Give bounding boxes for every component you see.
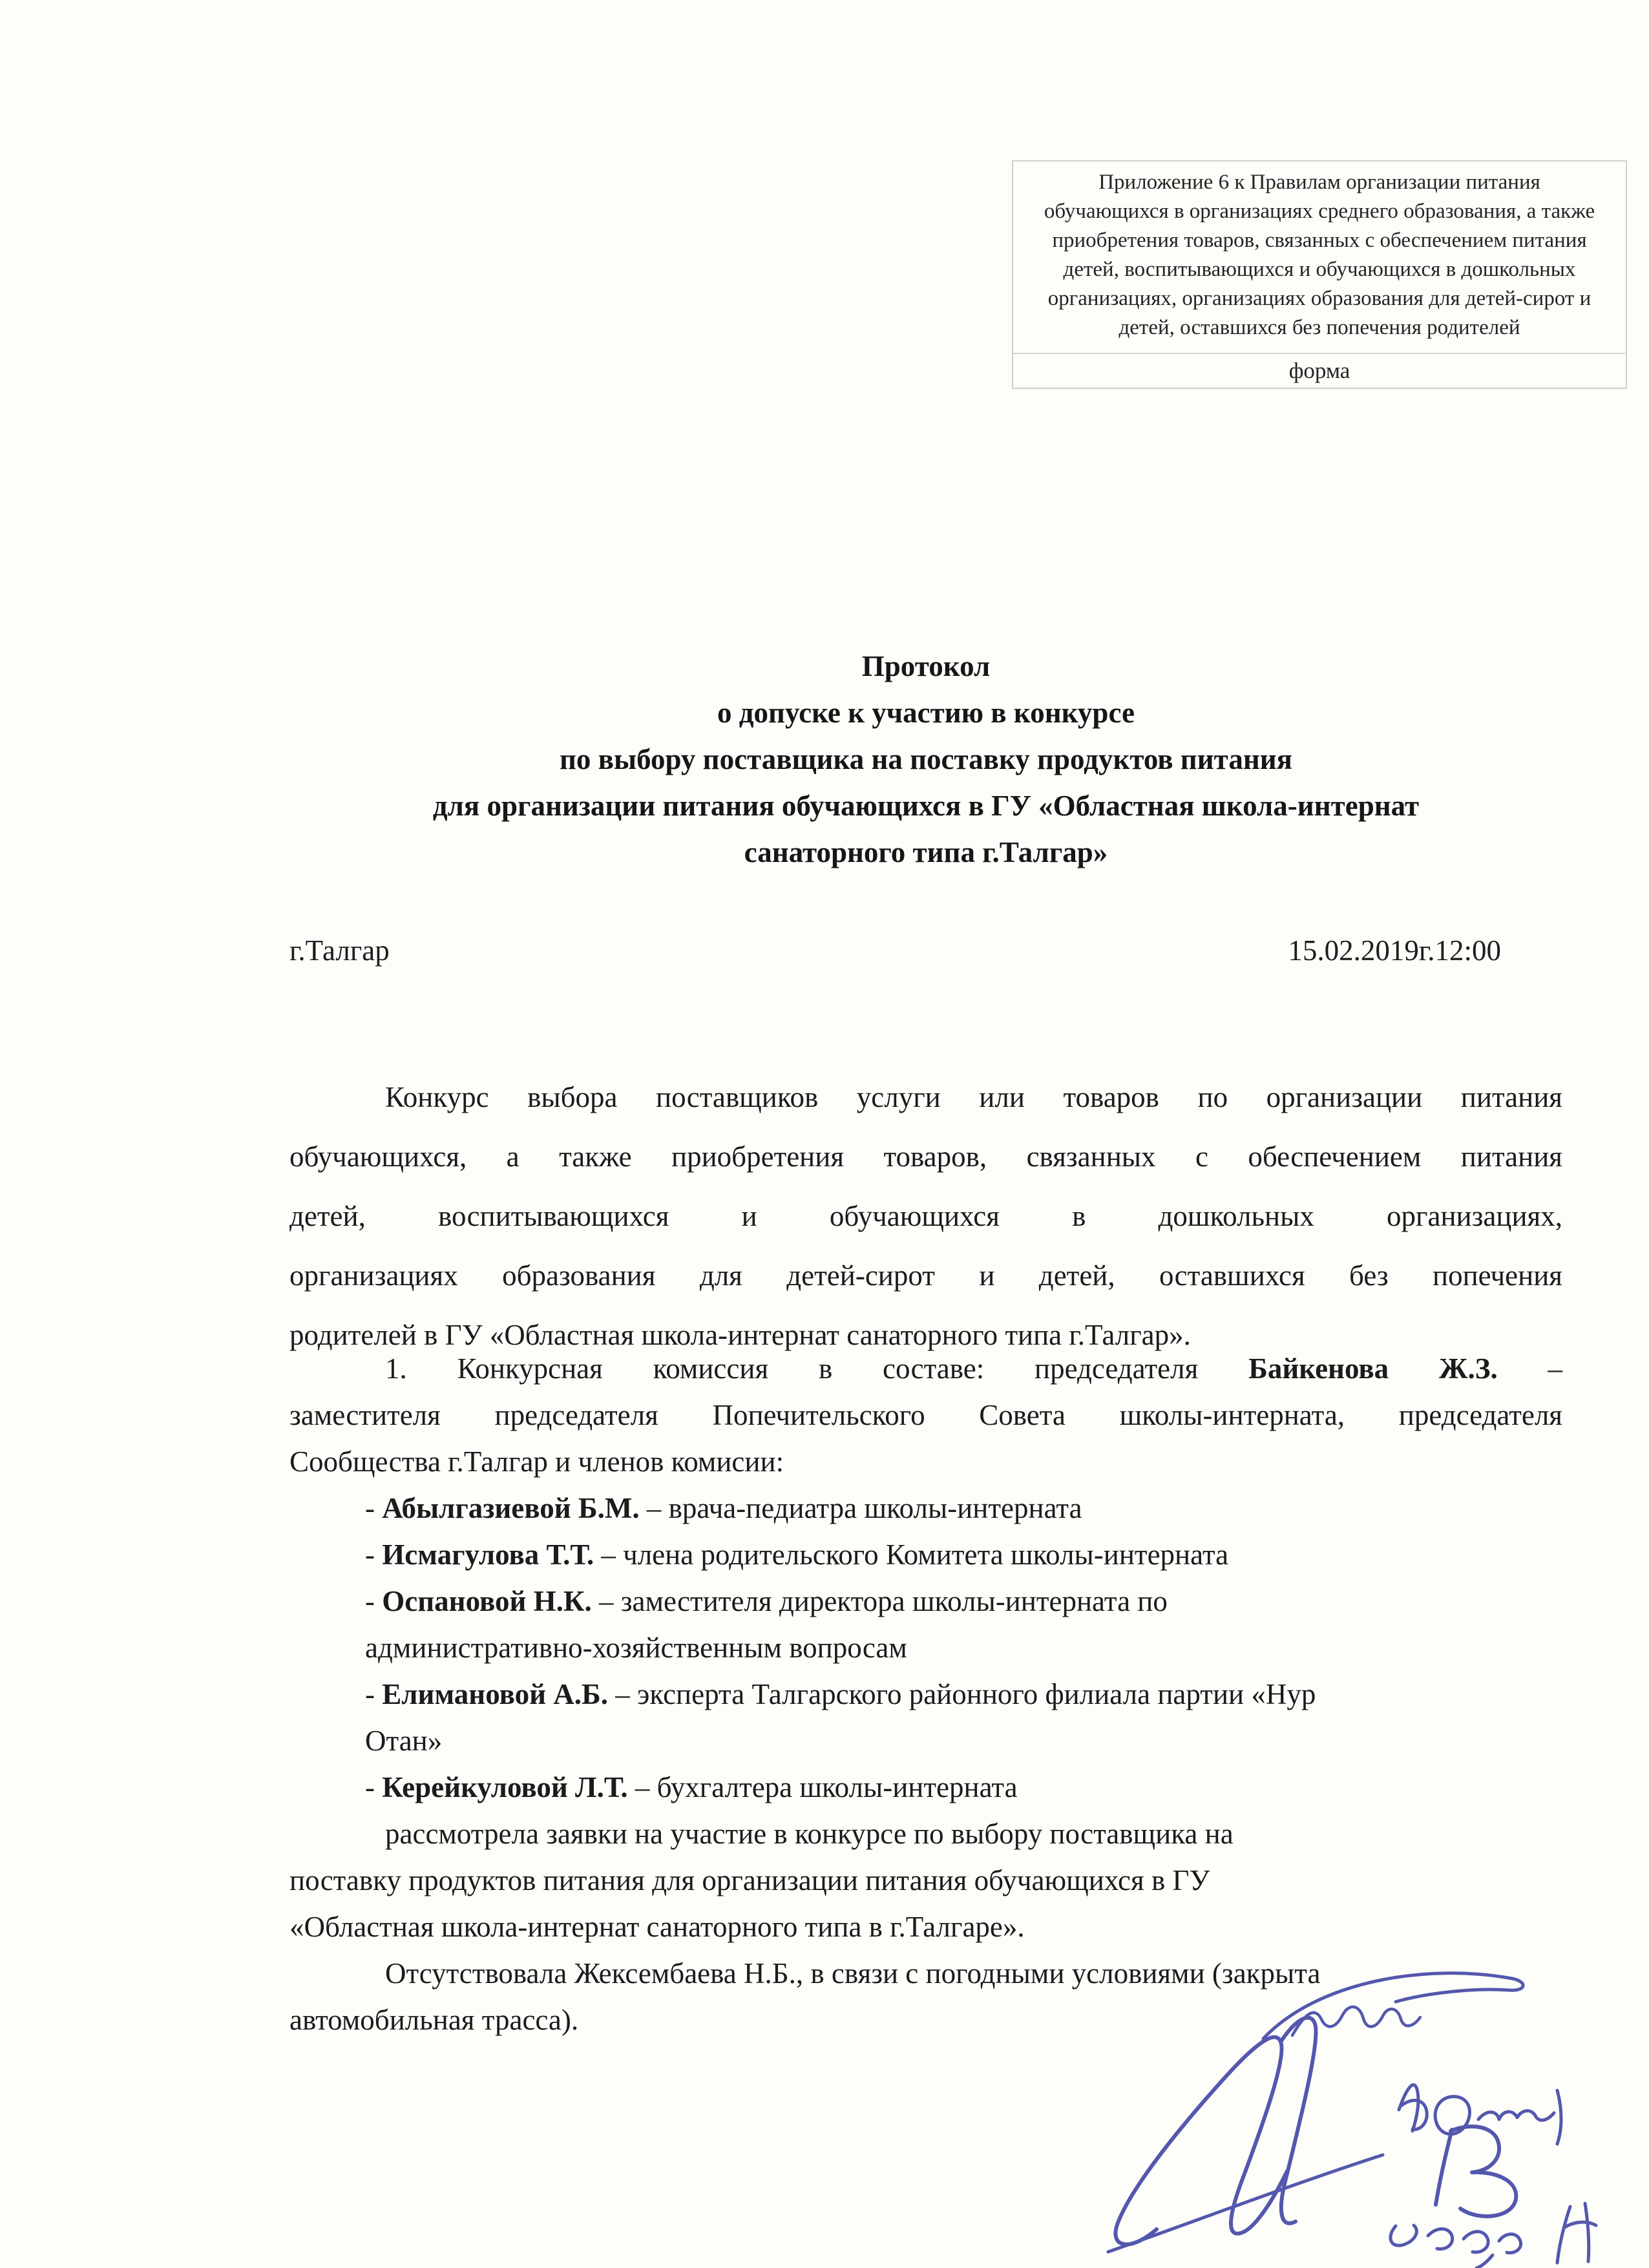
document-title (289, 643, 1562, 876)
member-role: бухгалтера школы-интерната (656, 1771, 1018, 1803)
commission-line: Сообщества г.Талгар и членов комисии: (289, 1445, 784, 1478)
member-role: члена родительского Комитета школы-интерната (623, 1538, 1229, 1571)
member-item (365, 1671, 1562, 1717)
signature-squiggle-stroke (1391, 2225, 1521, 2268)
commission-paragraph (289, 1345, 1562, 1485)
member-bullet: - (365, 1492, 383, 1524)
review-line: поставку продуктов питания для организации питания обучающихся в ГУ (289, 1864, 1210, 1896)
member-separator: – (608, 1678, 638, 1710)
member-bullet: - (365, 1771, 383, 1803)
member-role: врача-педиатра школы-интерната (668, 1492, 1082, 1524)
intro-line: обучающихся, а также приобретения товаров, связанных с обеспечением питания (289, 1140, 1562, 1173)
member-bullet: - (365, 1585, 383, 1617)
signature-main-stroke (1281, 2018, 1316, 2223)
handwritten-signatures (1047, 1958, 1649, 2268)
absence-line: Отсутствовала Жексембаева Н.Б., в связи с погодными условиями (закрыта (385, 1957, 1321, 1990)
member-role: заместителя директора школы-интерната по (620, 1585, 1168, 1617)
appendix-form-label: форма (1288, 358, 1350, 383)
title-line-3: по выбору поставщика на поставку продуктов питания (559, 743, 1293, 775)
intro-paragraph (289, 1067, 1562, 1365)
signature-ink-drawing (1047, 1958, 1649, 2268)
review-paragraph (289, 1811, 1562, 1950)
commission-intro-dash: – (1497, 1352, 1562, 1385)
member-bullet: - (365, 1538, 383, 1571)
commission-intro-text: 1. Конкурсная комиссия в составе: председателя (385, 1352, 1249, 1385)
absence-line: автомобильная трасса). (289, 2004, 579, 2036)
title-line-4: для организации питания обучающихся в ГУ «Областная школа-интернат (432, 790, 1420, 822)
member-item (365, 1485, 1562, 1531)
place-and-date-line (289, 934, 1562, 967)
intro-line: детей, воспитывающихся и обучающихся в дошкольных организациях, (289, 1200, 1562, 1232)
appendix-reference-text: Приложение 6 к Правилам организации питания обучающихся в организациях среднего образования, а также приобретения товаров, связанных с обеспечением питания детей, воспитывающихся и обучающихся в дошкольных организациях, организациях образования для детей-сирот и детей, оставшихся без попечения родителей (1013, 162, 1626, 354)
member-separator: – (594, 1538, 624, 1571)
date-time-label: 15.02.2019г.12:00 (1288, 934, 1501, 967)
member-item-continuation: Отан» (365, 1725, 443, 1757)
signature-initial-stroke (1436, 2126, 1516, 2216)
review-line: «Областная школа-интернат санаторного типа в г.Талгаре». (289, 1911, 1025, 1943)
member-separator: – (627, 1771, 657, 1803)
city-label: г.Талгар (289, 934, 390, 967)
intro-line: организациях образования для детей-сирот и детей, оставшихся без попечения (289, 1259, 1562, 1292)
commission-members-list (365, 1485, 1562, 1811)
member-item-continuation: административно-хозяйственным вопросам (365, 1632, 907, 1664)
title-line-1: Протокол (861, 650, 991, 682)
signature-strokes (1108, 1973, 1596, 2268)
member-name: Абылгазиевой Б.М. (382, 1492, 640, 1524)
member-name: Исмагулова Т.Т. (382, 1538, 594, 1571)
signature-name-stroke (1399, 2085, 1561, 2144)
member-item (365, 1578, 1562, 1624)
review-line: рассмотрела заявки на участие в конкурсе по выбору поставщика на (385, 1818, 1234, 1850)
signature-main-stroke (1115, 2037, 1287, 2245)
member-name: Керейкуловой Л.Т. (382, 1771, 628, 1803)
member-item (365, 1764, 1562, 1811)
member-name: Елимановой А.Б. (382, 1678, 609, 1710)
member-separator: – (591, 1585, 621, 1617)
member-name: Оспановой Н.К. (382, 1585, 592, 1617)
title-line-5: санаторного типа г.Талгар» (744, 836, 1108, 868)
member-separator: – (639, 1492, 669, 1524)
signature-flourish-stroke (1263, 1973, 1523, 2039)
intro-line: родителей в ГУ «Областная школа-интернат санаторного типа г.Талгар». (289, 1319, 1191, 1351)
intro-line: Конкурс выбора поставщиков услуги или товаров по организации питания (385, 1081, 1562, 1113)
commission-line: заместителя председателя Попечительского Совета школы-интерната, председателя (289, 1399, 1562, 1431)
title-line-2: о допуске к участию в конкурсе (717, 697, 1135, 729)
commission-line (289, 1345, 1562, 1392)
member-role: эксперта Талгарского районного филиала партии «Нур (637, 1678, 1316, 1710)
chairman-name: Байкенова Ж.З. (1248, 1352, 1498, 1385)
member-bullet: - (365, 1678, 383, 1710)
signature-small-mark-stroke (1557, 2203, 1596, 2263)
appendix-reference-box (1012, 160, 1627, 389)
member-item (365, 1531, 1562, 1578)
